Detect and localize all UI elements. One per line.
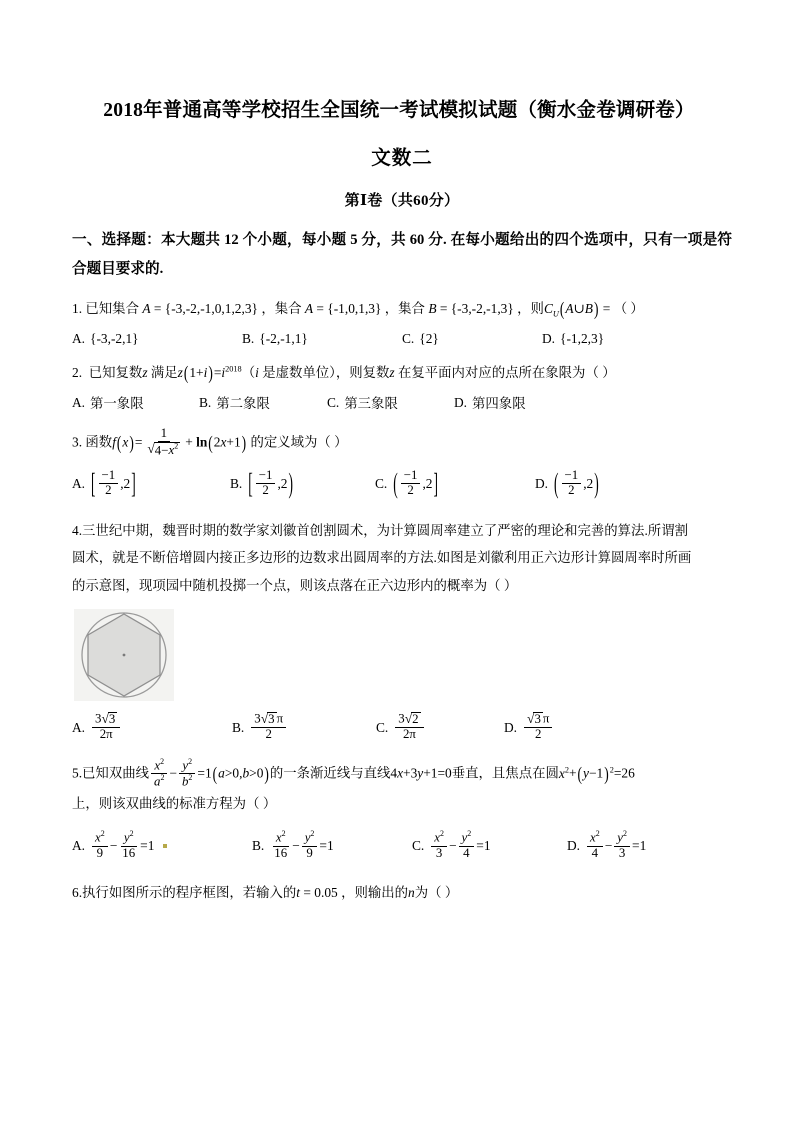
question-5-line-equation: 4x+3y+1=0 [390,765,452,781]
question-3-ln-paren-open: ( [208,431,213,453]
option-b-label: B. [252,838,265,854]
sqrt-icon: √ 3 [260,711,275,727]
question-2-var-z2: z [389,364,395,380]
option-b-label: B. [199,394,212,410]
question-3-option-b[interactable]: B. [ $\frac{-1}{2}$ ,2 ) [230,470,375,499]
question-1-set-a1: {-3,-2,-1,0,1,2,3} [164,301,258,317]
question-1-number: 1. [72,301,83,317]
question-5: 5.已知双曲线 $\frac{x^2}{a^2}$ − $\frac{y^2}{b^2}$ =1(a>0,b>0)的一条渐近线与直线4x+3y+1=0垂直，且焦点在圆$x^2+(y-1)^2=26$ 上，则该双曲线的标准方程为（ ） [72,759,732,818]
bracket-open-icon: [ [91,467,96,500]
question-1-text-3: ，集合 [384,301,425,317]
question-2-text-2: 满足 [150,364,178,380]
question-5-option-c[interactable]: C. $\frac{x^2}{3}$ − $\frac{y^2}{4}$ = 1 [412,829,491,860]
option-d-value: 第四象限 [472,396,526,412]
question-1-var-b: B [428,301,437,317]
option-c-value: 第三象限 [344,396,398,412]
question-3-paren-close: ) [129,431,134,453]
question-3-options [72,467,732,500]
question-2-expr-z: z [177,364,183,380]
question-5-circle-paren-open: ( [577,762,583,784]
question-5-cond-paren-close: ) [264,762,269,784]
question-3-text-2: 的定义域为（ ） [250,434,348,450]
question-4-option-c[interactable]: C. 3 √ 2 2π [376,713,504,743]
question-2-text-1: 已知复数 [88,364,143,380]
question-6-text-1: 执行如图所示的程序框图，若输入的 [82,884,297,900]
option-a-label: A. [72,720,86,736]
question-1-paren-close: ) [593,297,599,320]
bracket-close-icon: ] [433,467,438,500]
question-1: 1. 已知集合 A = {-3,-2,-1,0,1,2,3} ，集合 A = {-1,0,1,3} ，集合 B = {-3,-2,-1,3} ，则$C_U(A\cup B)$ = （ ） [72,296,732,322]
question-5-term-x: $\frac{x^2}{a^2}$ [151,758,167,789]
question-2-paren-close: ) [208,361,213,383]
question-1-option-b[interactable] [242,331,402,347]
option-a-label: A. [72,394,86,410]
question-3: 3. 函数f(x)= 1 √ $4-x^2$ + ln(2x+1) 的定义域为（ ） [72,428,732,459]
option-a-label: A. [72,476,86,492]
question-4 [72,517,732,599]
question-4-number: 4. [72,522,83,538]
option-b-label: B. [232,720,245,736]
option-d-label: D. [504,720,518,736]
question-5-cond-paren-open: ( [212,762,218,784]
question-4-line-3: 的示意图，现项园中随机投掷一个点，则该点落在正六边形内的概率为（ ） [72,577,518,593]
question-4-option-a[interactable]: A. 3 √ 3 2π [72,713,232,743]
page-title: 2018年普通高等学校招生全国统一考试模拟试题（衡水金卷调研卷） [103,100,695,121]
question-5-option-d[interactable]: D. $\frac{x^2}{4}$ − $\frac{y^2}{3}$ = 1 [567,829,647,860]
option-d-value: {-1,2,3} [560,330,605,346]
question-1-set-a2: {-1,0,1,3} [327,301,382,317]
center-point-dot [123,654,126,657]
question-2-options [72,393,732,412]
paren-close-icon: ) [594,467,599,500]
question-3-fraction: 1 √ $4-x^2$ [147,426,179,458]
sqrt-icon: √ 3 [527,711,541,727]
question-1-text-2: ，集合 [261,301,302,317]
question-1-option-d[interactable] [542,331,604,347]
question-1-arg-b: B [584,301,593,317]
question-5-circle-paren-close: ) [604,762,609,784]
bracket-close-icon: ] [131,467,136,500]
question-6-text-2: ，则输出的 [341,884,409,900]
question-2-text-3: （ [241,364,256,380]
option-a-label: A. [72,330,86,346]
question-5-options [72,831,732,861]
option-b-value: {-2,-1,1} [259,330,308,346]
question-2-option-a[interactable] [72,393,199,412]
question-1-paren-open: ( [559,297,565,320]
option-c-label: C. [412,838,425,854]
question-4-option-b[interactable]: B. 3 √ 3 π 2 [232,713,376,743]
option-c-label: C. [402,330,415,346]
question-4-option-d[interactable]: D. √ 3 π 2 [504,713,554,743]
question-1-set-b: {-3,-2,-1,3} [450,301,514,317]
question-1-text-1: 已知集合 [85,301,139,317]
scan-artifact-dot [163,844,167,848]
hexagon-inscribed-in-circle-figure [74,609,174,701]
question-2-option-c[interactable] [327,393,454,412]
option-c-label: C. [327,394,340,410]
instruction-paragraph: 一、选择题：本大题共 12 个小题，每小题 5 分，共 60 分. 在每小题给出的四个选项中，只有一项是符合题目要求的. [72,232,732,277]
question-3-paren-open: ( [116,431,122,453]
question-5-term-y: $\frac{y^2}{b^2}$ [179,758,195,789]
paren-open-icon: ( [554,467,559,500]
question-2-number: 2. [72,364,83,380]
option-d-label: D. [542,330,556,346]
sqrt-icon: √ $4-x^2$ [147,440,179,458]
question-2-paren-open: ( [183,361,189,383]
question-1-arg-a: A [565,301,574,317]
question-5-text-4: 上，则该双曲线的标准方程为（ ） [72,796,277,812]
question-3-function-name: f [112,434,116,450]
question-1-text-4: ，则 [517,301,544,317]
option-a-value: {-3,-2,1} [90,330,139,346]
question-6-number: 6. [72,884,83,900]
question-1-option-c[interactable] [402,331,542,347]
question-5-number: 5. [72,765,83,781]
question-5-circle-equation: $x^2$ [558,765,569,781]
hexagon-circle-diagram [74,609,174,701]
sqrt-icon: √ 2 [404,711,419,727]
option-b-label: B. [242,330,255,346]
option-b-label: B. [230,476,243,492]
question-4-line-1: 三世纪中期，魏晋时期的数学家刘徽首创割圆术，为计算圆周率建立了严密的理论和完善的算法.所谓割 [82,522,688,538]
question-2-imag-unit: $i^{2018}$ [221,364,242,380]
question-2-option-d[interactable] [454,393,526,412]
section-title: 第Ⅰ卷（共60分） [344,193,460,210]
question-1-var-a2: A [304,301,314,317]
option-d-label: D. [454,394,468,410]
question-3-ln: ln [196,434,208,450]
question-1-complement-symbol: $C_U$ [543,301,559,319]
question-1-option-a[interactable] [72,331,242,347]
question-3-text-1: 函数 [85,434,113,450]
question-5-text-1: 已知双曲线 [82,765,149,781]
question-3-number: 3. [72,434,83,450]
paren-close-icon: ) [288,467,293,500]
question-1-options [72,331,732,347]
question-6: 6.执行如图所示的程序框图，若输入的t = 0.05 ，则输出的n为（ ） [72,884,459,900]
document-subtitle: 文数二 [371,148,433,170]
paren-open-icon: ( [393,467,398,500]
question-5-text-2: 的一条渐近线与直线 [269,765,391,781]
page-content [72,96,732,905]
question-4-options [72,713,732,743]
question-2-option-b[interactable] [199,393,327,412]
option-c-value: {2} [419,330,439,346]
question-3-option-c[interactable]: C. ( $\frac{-1}{2}$ ,2 ] [375,470,535,499]
question-6-variable-t: t [296,884,301,900]
question-3-option-a[interactable]: A. [ $\frac{-1}{2}$ ,2 ] [72,470,230,499]
question-5-text-3: 垂直，且焦点在圆 [451,765,559,781]
option-b-value: 第二象限 [216,396,270,412]
question-2-var-z1: z [142,364,148,380]
question-5-option-b[interactable]: B. $\frac{x^2}{16}$ − $\frac{y^2}{9}$ = 1 [252,829,334,860]
option-a-label: A. [72,838,86,854]
bracket-open-icon: [ [248,467,253,500]
question-2-text-4: 是虚数单位），则复数 [262,364,390,380]
option-d-label: D. [567,838,581,854]
question-2-text-5: 在复平面内对应的点所在象限为（ ） [397,364,616,380]
question-1-var-a: A [142,301,151,317]
question-1-answer-blank: = （ ） [602,301,644,317]
option-c-label: C. [376,720,389,736]
sqrt-icon: √ 3 [101,711,116,727]
question-5-option-a[interactable]: A. $\frac{x^2}{9}$ − $\frac{y^2}{16}$ = 1 [72,831,252,861]
question-3-option-d[interactable]: D. ( $\frac{-1}{2}$ ,2 ) [535,470,600,499]
option-d-label: D. [535,476,549,492]
question-6-variable-n: n [408,884,415,900]
question-4-line-2: 圆术，就是不断倍增圆内接正多边形的边数求出圆周率的方法.如图是刘徽利用正六边形计算圆周率时所画 [72,550,692,566]
option-a-value: 第一象限 [90,396,144,412]
question-3-ln-paren-close: ) [241,431,247,453]
option-c-label: C. [375,476,388,492]
question-6-text-3: 为（ ） [414,884,459,900]
question-2: 2. 已知复数z 满足$z(1+i)=i^{2018}(i$ 是虚数单位），则复数z 在复平面内对应的点所在象限为（ ） [72,360,732,385]
